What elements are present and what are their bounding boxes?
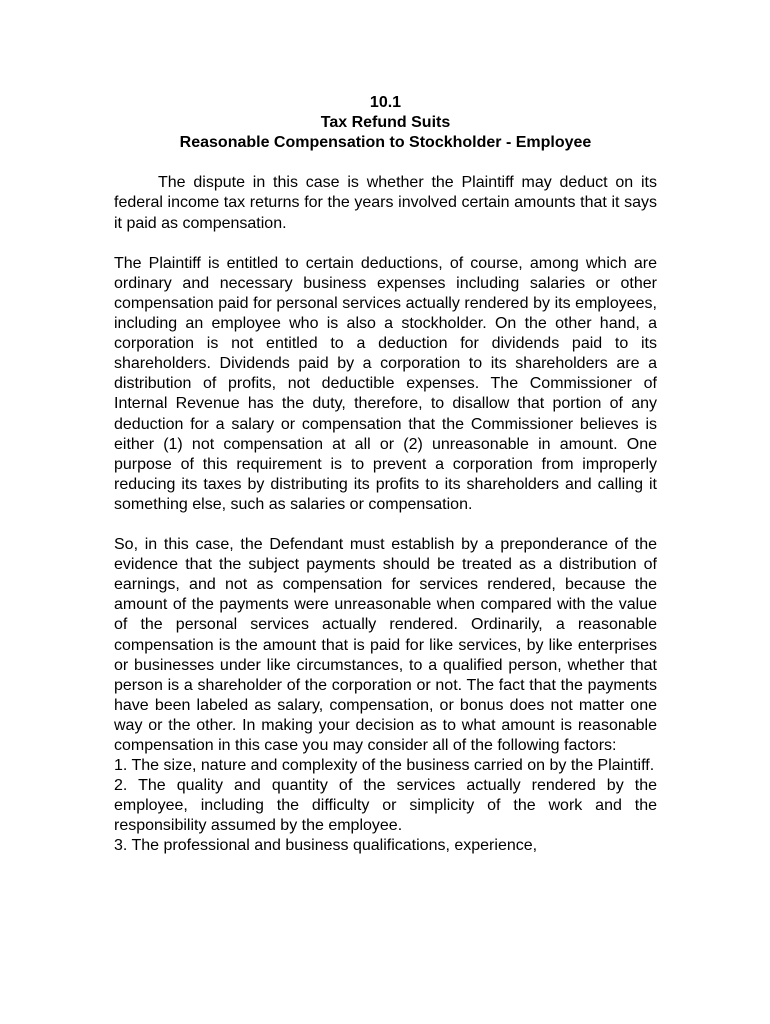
spacer (114, 153, 657, 173)
instruction-number: 10.1 (369, 94, 402, 111)
paragraph-dispute: The dispute in this case is whether the Plaintiff may deduct on its federal income tax returns for the years involved certain amounts that it says it paid as compensation. (114, 174, 657, 232)
factor-item: 1. The size, nature and complexity of the business carried on by the Plaintiff. (114, 757, 655, 775)
paragraph-burden: So, in this case, the Defendant must establish by a preponderance of the evidence that the subject payments should be treated as a distribution of earnings, and not as compensation for services rendered, because the amount of the payments were unreasonable when compared with the value of the personal services actually rendered. Ordinarily, a reasonable compensation is the amount that is paid for like services, by like enterprises or businesses under like circumstances, to a qualified person, whether that person is a shareholder of the corporation or not. The fact that the payments have been labeled as salary, compensation, or bonus does not matter one way or the other. In making your decision as to what amount is reasonable compensation in this case you may consider all of the following factors: (114, 536, 657, 754)
instruction-subtitle: Reasonable Compensation to Stockholder - Employee (179, 134, 592, 152)
spacer (114, 234, 657, 254)
factor-item: 3. The professional and business qualifications, experience, (114, 837, 538, 855)
document-heading (114, 93, 657, 153)
factor-item: 2. The quality and quantity of the services actually rendered by the employee, including the difficulty or simplicity of the work and the responsibility assumed by the employee. (114, 777, 657, 835)
instruction-title: Tax Refund Suits (320, 114, 451, 132)
spacer (114, 515, 657, 535)
paragraph-deductions: The Plaintiff is entitled to certain deductions, of course, among which are ordinary and necessary business expenses including salaries or other compensation paid for personal services actually rendered by its employees, including an employee who is also a stockholder. On the other hand, a corporation is not entitled to a deduction for dividends paid to its shareholders. Dividends paid by a corporation to its shareholders are a distribution of profits, not deductible expenses. The Commissioner of Internal Revenue has the duty, therefore, to disallow that portion of any deduction for a salary or compensation that the Commissioner believes is either (1) not compensation at all or (2) unreasonable in amount. One purpose of this requirement is to prevent a corporation from improperly reducing its taxes by distributing its profits to its shareholders and calling it something else, such as salaries or compensation. (114, 254, 657, 513)
document-page (114, 93, 657, 857)
